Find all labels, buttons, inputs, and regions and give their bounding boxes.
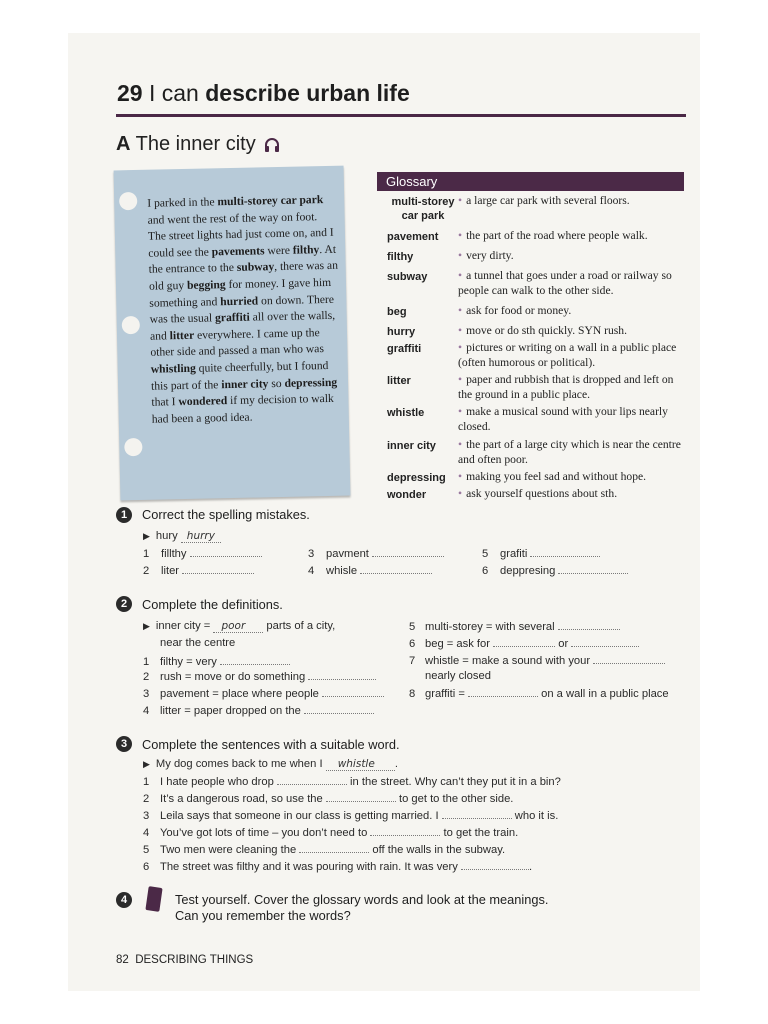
text-run: so (268, 376, 285, 390)
item-number: 2 (143, 565, 150, 577)
text-run: on down. There was the usual (149, 292, 335, 326)
glossary-term: wonder (387, 489, 427, 501)
item-text: The street was filthy and it was pouring with rain. It was very (160, 861, 461, 873)
text-run: , there was an old guy (148, 259, 339, 293)
exercise-2-number: 2 (116, 596, 132, 612)
key-word: litter (169, 328, 195, 343)
bullet-icon: • (458, 405, 463, 418)
arrow-icon: ▶ (143, 621, 150, 631)
item-text: You’ve got lots of time – you don’t need to (160, 827, 371, 839)
glossary-definition (458, 438, 690, 468)
example-text: . (394, 758, 398, 770)
arrow-icon: ▶ (143, 531, 150, 541)
exercise-2-heading: Complete the definitions. (142, 597, 283, 612)
bullet-icon: • (458, 324, 463, 337)
text-run: if my decision to walk had been a good idea. (151, 392, 334, 426)
exercise-item (143, 564, 254, 577)
item-word: pavment (326, 548, 373, 560)
item-text: to get to the other side. (395, 793, 514, 805)
definition-text: a tunnel that goes under a road or railway so people can walk to the other side. (458, 269, 672, 297)
definition-text: move or do sth quickly. SYN rush. (466, 324, 627, 337)
item-number: 3 (143, 688, 150, 700)
answer-blank (530, 547, 600, 557)
item-text: Leila says that someone in our class is getting married. I (160, 810, 442, 822)
definition-text: making you feel sad and without hope. (466, 470, 647, 483)
key-word: pavements (211, 244, 265, 259)
exercise-1-heading: Correct the spelling mistakes. (142, 507, 310, 522)
glossary-definition (458, 324, 690, 339)
exercise-3-number: 3 (116, 736, 132, 752)
exercise-3-example (143, 758, 398, 771)
example-text: My dog comes back to me when I (155, 758, 326, 770)
answer-blank (461, 860, 529, 870)
key-word: subway (236, 260, 275, 275)
exercise-1-number: 1 (116, 507, 132, 523)
text-run: all over the walls, and (149, 308, 336, 343)
exercise-2-example (143, 620, 335, 633)
item-text: filthy = very (160, 656, 220, 668)
item-text: rush = move or do something (160, 671, 309, 683)
answer-blank (326, 792, 396, 802)
example-answer: poor (213, 620, 263, 633)
glossary-definition (458, 304, 690, 319)
item-number: 6 (409, 638, 416, 650)
bullet-icon: • (458, 438, 463, 451)
item-word: fillthy (161, 548, 190, 560)
bullet-icon: • (458, 487, 463, 500)
answer-blank (558, 564, 628, 574)
glossary-term: pavement (387, 231, 439, 243)
item-number: 2 (143, 793, 150, 805)
item-number: 4 (143, 705, 150, 717)
exercise-2-example-cont: near the centre (160, 637, 236, 649)
item-number: 1 (143, 548, 150, 560)
footer-section: DESCRIBING THINGS (135, 954, 254, 966)
glossary-definition (458, 249, 690, 264)
exercise-3-heading: Complete the sentences with a suitable word. (142, 737, 400, 752)
answer-blank (593, 654, 665, 664)
item-number: 8 (409, 688, 416, 700)
item-number: 4 (143, 827, 150, 839)
text-run: quite cheerfully, but I found this part of the (150, 358, 329, 393)
item-word: grafiti (500, 548, 531, 560)
bullet-icon: • (458, 470, 463, 483)
answer-blank (220, 655, 290, 665)
item-text: multi-storey = with several (425, 621, 558, 633)
bullet-icon: • (458, 194, 463, 207)
definition-text: very dirty. (466, 249, 514, 262)
answer-blank (182, 564, 254, 574)
page-title (117, 80, 410, 107)
answer-blank (277, 775, 347, 785)
key-word: graffiti (214, 310, 250, 325)
answer-blank (304, 704, 374, 714)
key-word: whistling (150, 361, 196, 376)
answer-blank (468, 687, 538, 697)
exercise-item (143, 809, 558, 822)
item-text: I hate people who drop (160, 776, 277, 788)
definition-text: make a musical sound with your lips nearly closed. (458, 405, 668, 433)
bullet-icon: • (458, 341, 463, 354)
bullet-icon: • (458, 304, 463, 317)
reading-text (147, 192, 342, 428)
item-text: off the walls in the subway. (369, 844, 506, 856)
title-rule (116, 114, 686, 117)
glossary-term: multi-storey car park (391, 196, 455, 222)
item-text: pavement = place where people (160, 688, 323, 700)
definition-text: pictures or writing on a wall in a public place (often humorous or political). (458, 341, 677, 369)
item-number: 6 (143, 861, 150, 873)
definition-text: a large car park with several floors. (466, 194, 630, 207)
item-number: 1 (143, 776, 150, 788)
binder-hole (124, 438, 142, 456)
exercise-item (143, 860, 532, 873)
glossary-term: inner city (387, 440, 436, 452)
glossary-term: beg (387, 306, 407, 318)
page-number: 82 (116, 954, 129, 966)
item-text: litter = paper dropped on the (160, 705, 304, 717)
item-number: 1 (143, 656, 150, 668)
item-number: 5 (409, 621, 416, 633)
bullet-icon: • (458, 249, 463, 262)
item-text: or (555, 638, 572, 650)
glossary-term: subway (387, 271, 428, 283)
bullet-icon: • (458, 229, 463, 242)
item-number: 5 (482, 548, 489, 560)
answer-blank (360, 564, 432, 574)
item-text: on a wall in a public place (538, 688, 669, 700)
exercise-1-example (143, 530, 221, 543)
headphones-icon[interactable] (264, 138, 280, 152)
answer-blank (558, 620, 620, 630)
answer-blank (493, 637, 555, 647)
glossary-term: graffiti (387, 343, 422, 355)
item-number: 4 (308, 565, 315, 577)
item-text: It’s a dangerous road, so use the (160, 793, 326, 805)
item-number: 3 (143, 810, 150, 822)
key-word: inner city (221, 376, 269, 391)
key-word: depressing (284, 375, 338, 390)
glossary-term: depressing (387, 472, 446, 484)
example-text: inner city = (155, 620, 214, 632)
example-answer: hurry (181, 530, 221, 543)
item-text: in the street. Why can’t they put it in a bin? (346, 776, 561, 788)
exercise-item (409, 620, 620, 633)
answer-blank (370, 826, 440, 836)
exercise-item (143, 547, 262, 560)
glossary-term: litter (387, 375, 411, 387)
glossary-definition (458, 229, 690, 244)
item-number: 2 (143, 671, 150, 683)
text-run: that I (151, 395, 179, 409)
answer-blank (190, 547, 262, 557)
text-run: were (264, 243, 293, 258)
key-word: multi-storey car park (217, 193, 324, 209)
glossary-definition (458, 405, 690, 435)
title-topic: describe urban life (205, 80, 410, 106)
item-number: 6 (482, 565, 489, 577)
bullet-icon: • (458, 269, 463, 282)
item-text: Two men were cleaning the (160, 844, 300, 856)
item-word: whisle (326, 565, 361, 577)
example-word: hury (155, 530, 178, 542)
binder-hole (122, 316, 140, 334)
answer-blank (372, 547, 444, 557)
text-run: . At the entrance to the (148, 242, 337, 277)
text-run: everywhere. I came up the other side and passed a man who was (150, 325, 325, 360)
item-continuation: nearly closed (425, 670, 491, 682)
glossary-term: hurry (387, 326, 416, 338)
text-run: and went the rest of the way on foot. The street lights had just come on, and I could see the (147, 209, 334, 260)
key-word: hurried (220, 294, 259, 308)
definition-text: the part of the road where people walk. (466, 229, 648, 242)
item-text: beg = ask for (425, 638, 494, 650)
exercise-item (308, 564, 432, 577)
answer-blank (571, 637, 639, 647)
answer-blank (322, 687, 384, 697)
bullet-icon: • (458, 373, 463, 386)
glossary-definition (458, 269, 690, 299)
glossary-term: whistle (387, 407, 425, 419)
glossary-definition (458, 487, 690, 502)
item-word: deppresing (500, 565, 559, 577)
section-title: The inner city (130, 133, 256, 155)
item-number: 3 (308, 548, 315, 560)
page-footer (116, 954, 253, 966)
exercise-4-number: 4 (116, 892, 132, 908)
item-text: to get the train. (440, 827, 519, 839)
section-letter: A (116, 133, 131, 155)
exercise-item (143, 704, 374, 717)
exercise-item (143, 655, 290, 668)
item-text: whistle = make a sound with your (425, 655, 594, 667)
exercise-item (482, 547, 600, 560)
title-prefix: I can (148, 80, 206, 106)
glossary-definition (458, 194, 690, 209)
exercise-item (143, 670, 376, 683)
item-number: 5 (143, 844, 150, 856)
unit-number: 29 (117, 80, 143, 106)
key-word: wondered (178, 394, 228, 409)
exercise-item (308, 547, 444, 560)
definition-text: ask for food or money. (466, 304, 572, 317)
glossary-term: filthy (387, 251, 414, 263)
answer-blank (308, 670, 376, 680)
item-text: graffiti = (425, 688, 469, 700)
arrow-icon: ▶ (143, 759, 150, 769)
glossary-definition (458, 341, 690, 371)
exercise-4-line2: Can you remember the words? (175, 908, 351, 923)
glossary-definition (458, 470, 690, 485)
exercise-item (143, 826, 518, 839)
key-word: begging (186, 278, 226, 292)
binder-hole (119, 192, 137, 210)
definition-text: the part of a large city which is near the centre and often poor. (458, 438, 681, 466)
example-text: parts of a city, (263, 620, 336, 632)
definition-text: paper and rubbish that is dropped and left on the ground in a public place. (458, 373, 674, 401)
answer-blank (442, 809, 512, 819)
item-text: who it is. (511, 810, 559, 822)
text-run: I parked in the (147, 195, 218, 210)
item-word: liter (161, 565, 183, 577)
exercise-item (409, 687, 669, 700)
answer-blank (299, 843, 369, 853)
exercise-item (143, 843, 505, 856)
item-text: . (528, 861, 533, 873)
exercise-item (482, 564, 628, 577)
glossary-definition (458, 373, 690, 403)
definition-text: ask yourself questions about sth. (466, 487, 618, 500)
key-word: filthy (292, 242, 320, 257)
exercise-item (143, 687, 384, 700)
section-a-heading (116, 133, 280, 156)
example-answer: whistle (326, 758, 395, 771)
reading-text-box (114, 166, 351, 501)
text-run: for money. I gave him something and (149, 275, 332, 310)
glossary-heading: Glossary (377, 172, 684, 191)
exercise-4-line1: Test yourself. Cover the glossary words and look at the meanings. (175, 892, 549, 907)
exercise-item (143, 775, 561, 788)
exercise-item (409, 654, 665, 667)
exercise-item (409, 637, 639, 650)
item-number: 7 (409, 655, 416, 667)
exercise-item (143, 792, 513, 805)
